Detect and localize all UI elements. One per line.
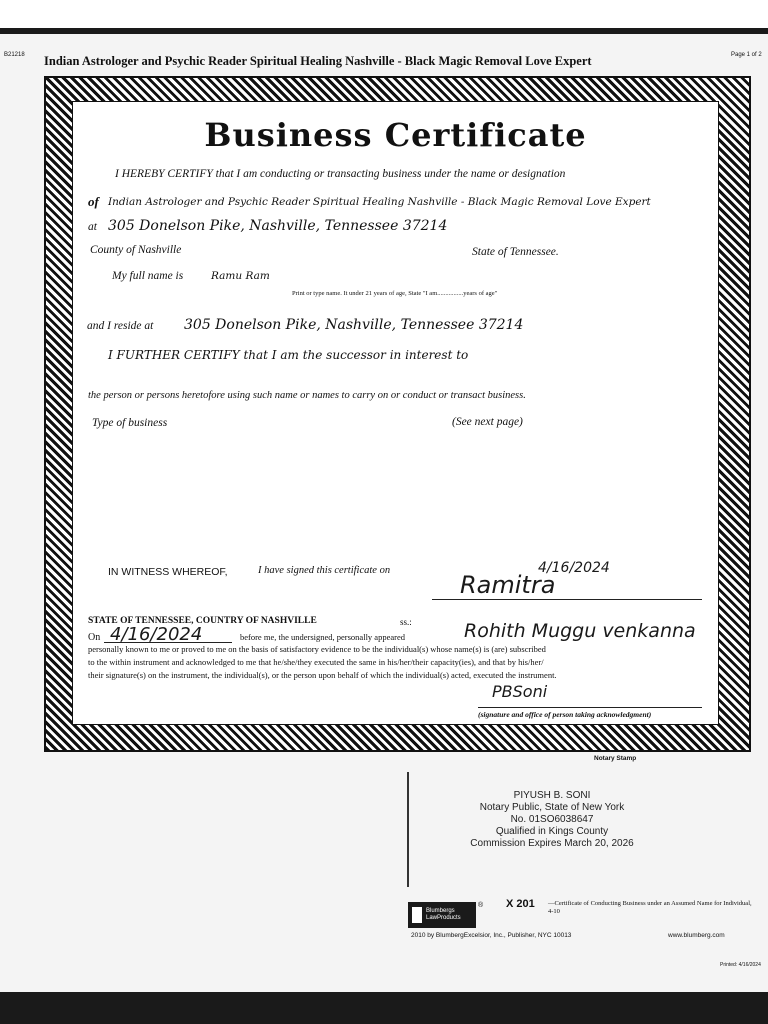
print-name-note: Print or type name. It under 21 years of age, State "I am................years of age" [292,290,498,297]
of-prefix: of [88,194,99,209]
form-description: —Certificate of Conducting Business under an Assumed Name for Individual, 4-10 [548,900,752,915]
persons-line: the person or persons heretofore using such name or names to carry on or conduct or transact business. [88,390,526,401]
notary-signature: PBSoni [492,682,548,701]
certificate-title: Business Certificate [204,116,587,154]
reside-address: 305 Donelson Pike, Nashville, Tennessee 37214 [184,317,524,333]
form-number: X 201 [506,898,535,910]
notary-title: Notary Public, State of New York [479,802,625,813]
notary-name: PIYUSH B. SONI [513,790,591,801]
business-name: Indian Astrologer and Psychic Reader Spiritual Healing Nashville - Black Magic Removal Love Expert [108,196,651,208]
further-certify-line: I FURTHER CERTIFY that I am the successor in interest to [108,348,469,362]
printed-date: Printed: 4/16/2024 [720,962,761,968]
county-label: County of Nashville [90,244,182,256]
page-number: Page 1 of 2 [731,52,762,58]
signature-line [432,599,702,600]
notary-stamp [452,790,652,850]
publisher-website: www.blumberg.com [668,932,725,939]
ack-text-2: personally known to me or proved to me on the basis of satisfactory evidence to be the individual(s) whose name(s) is (are) subscribed [88,644,546,654]
date-line [104,642,232,643]
certify-line: I HEREBY CERTIFY that I am conducting or transacting business under the name or designation [115,168,566,180]
ss-mark: ss.: [400,617,412,627]
document-id: B21218 [4,52,25,58]
publisher-line: 2010 by BlumbergExcelsior, Inc., Publisher, NYC 10013 [411,932,572,939]
at-prefix: at [88,221,97,233]
notary-signature-line [478,707,702,708]
notary-number: No. 01SO6038647 [510,814,594,825]
appeared-name: Rohith Muggu venkanna [464,620,696,642]
acknowledgment-date: 4/16/2024 [110,624,203,645]
ack-text-1: before me, the undersigned, personally appeared [240,632,405,642]
scan-bottom-edge [0,992,768,1024]
business-address: 305 Donelson Pike, Nashville, Tennessee 37214 [108,218,448,234]
notary-stamp-label: Notary Stamp [594,755,637,762]
fullname-label: My full name is [112,270,184,282]
witness-label: IN WITNESS WHEREOF, [108,566,228,578]
signature-caption: (signature and office of person taking acknowledgment) [478,710,652,719]
registered-mark: ® [478,902,484,909]
fullname-value: Ramu Ram [211,270,270,282]
owner-signature: Ramitra [460,571,556,599]
witness-date: 4/16/2024 [538,560,610,576]
logo-line-2: LawProducts [426,915,461,921]
document-heading: Indian Astrologer and Psychic Reader Spiritual Healing Nashville - Black Magic Removal Love Expert [44,54,592,68]
blumberg-logo [408,902,476,928]
type-of-business-label: Type of business [92,417,168,429]
on-label: On [88,632,101,643]
type-of-business-value: (See next page) [452,416,523,428]
ack-text-3: to the within instrument and acknowledged to me that he/she/they executed the same in his/her/their capacity(ies), and that by his/her/ [88,657,544,667]
state-county-line: STATE OF TENNESSEE, COUNTRY OF NASHVILLE [88,616,317,626]
stamp-divider [407,772,409,887]
ack-text-4: their signature(s) on the instrument, the individual(s), or the person upon behalf of which the individual(s) acted, executed the instrument. [88,670,557,680]
notary-qualified: Qualified in Kings County [495,826,609,837]
reside-label: and I reside at [87,320,154,332]
witness-text: I have signed this certificate on [258,565,391,576]
logo-line-1: Blumbergs [426,908,455,914]
logo-mark-icon [412,907,422,923]
notary-expires: Commission Expires March 20, 2026 [470,838,634,849]
state-label: State of Tennessee. [472,246,559,258]
